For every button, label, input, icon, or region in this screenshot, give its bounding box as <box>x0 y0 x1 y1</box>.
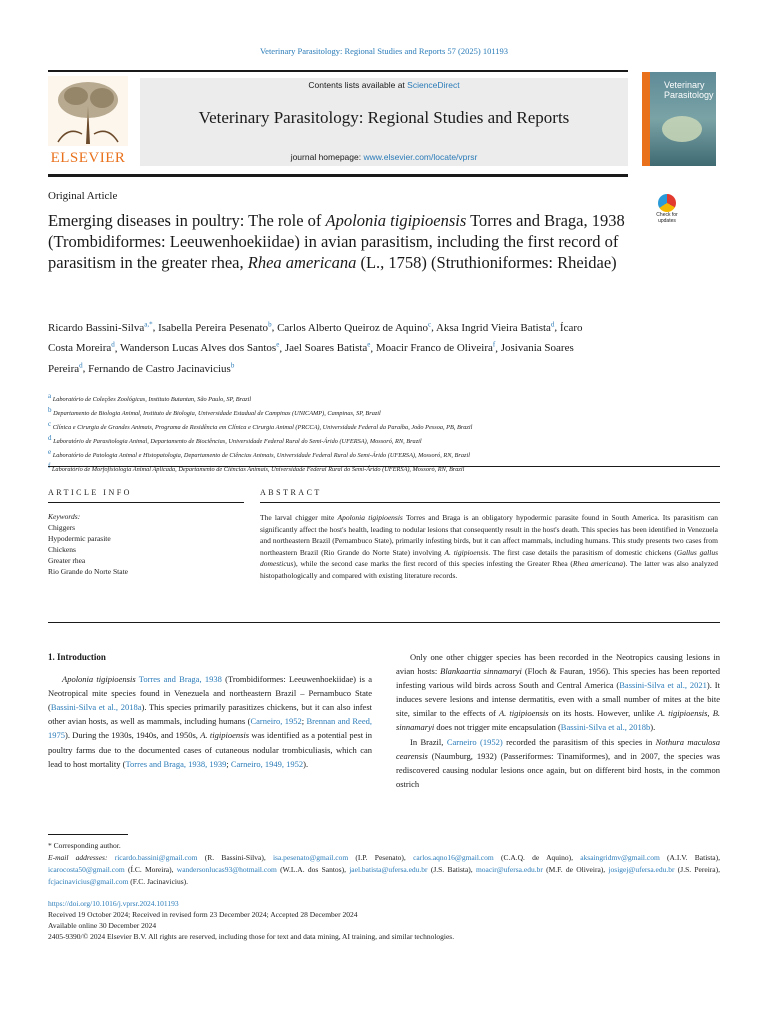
body-column-left <box>48 650 372 771</box>
doi-link[interactable]: https://doi.org/10.1016/j.vprsr.2024.101193 <box>48 899 179 908</box>
email-link[interactable]: aksaingridmv@gmail.com <box>580 853 660 862</box>
journal-cover-thumbnail[interactable] <box>642 72 716 166</box>
received-dates: Received 19 October 2024; Received in revised form 23 December 2024; Accepted 28 December 2024 <box>48 910 358 919</box>
crossmark-icon <box>658 194 676 212</box>
author[interactable]: Wanderson Lucas Alves dos Santos$^e$ <box>120 340 280 355</box>
affiliation: $^b$ Departamento de Biologia Animal, Instituto de Biologia, Universidade Estadual de Campinas (UNICAMP), Campinas, SP, Brazil <box>48 406 381 418</box>
sciencedirect-link[interactable]: ScienceDirect <box>407 80 460 90</box>
paragraph: In Brazil, Carneiro (1952) recorded the parasitism of this species in Nothura maculosa cearensis (Naumburg, 1932) (Passeriformes: Tinamiformes), and in 2007, the species was rediscovered causing nodular lesions once again, but on different bird hosts, in the common ostrich <box>396 736 720 789</box>
author[interactable]: Fernando de Castro Jacinavicius$^b$ <box>88 361 235 375</box>
email-link[interactable]: fcjacinavicius@gmail.com <box>48 877 129 886</box>
affiliations-divider <box>48 466 720 467</box>
article-metadata <box>48 898 720 942</box>
author[interactable]: Ícaro Costa Moreira$^d$ <box>48 321 583 355</box>
email-link[interactable]: ricardo.bassini@gmail.com <box>114 853 198 862</box>
citation-link[interactable]: Carneiro (1952) <box>446 736 503 747</box>
affiliation: $^e$ Laboratório de Patologia Animal e Histopatologia, Departamento de Ciências Animais, Universidade Federal Rural do Semi-Árido (UFERSA), Mossoró, RN, Brazil <box>48 448 470 460</box>
email-link[interactable]: josigej@ufersa.edu.br <box>608 865 675 874</box>
crossmark-badge[interactable] <box>650 194 684 226</box>
cover-image <box>662 116 702 142</box>
cover-title: Veterinary Parasitology <box>664 80 714 100</box>
citation-link[interactable]: Brennan and Reed, 1975 <box>48 716 372 741</box>
article-title: Emerging diseases in poultry: The role of Apolonia tigipioensis Torres and Braga, 1938 (Trombidiformes: Leeuwenhoekiidae) in avian parasitism, including the first record of parasitism in the greater rhea, Rhea americana (L., 1758) (Struthioniformes: Rheidae) <box>48 211 625 272</box>
homepage-line: journal homepage: www.elsevier.com/locate/vprsr <box>290 152 478 162</box>
homepage-link[interactable]: www.elsevier.com/locate/vprsr <box>363 152 478 162</box>
citation-link[interactable]: Torres and Braga, 1938 <box>138 674 222 685</box>
affiliation: Laboratório de Morfofisiologia Animal Aplicada, Departamento de Ciências Animais, Universidade Federal Rural do Semi-Árido (UFERSA), Mossoró, RN, Brazil <box>51 466 465 474</box>
cover-accent-bar <box>642 72 650 166</box>
paragraph: Only one other chigger species has been recorded in the Neotropics causing lesions in avian hosts: Blankaartia sinnamaryi (Floch & Fauran, 1956). This species has been reported infesting various wild birds across South and Central America (Bassini-Silva et al., 2021). It induces severe lesions and intense dermatitis, even with a small number of mites at the bite site, similar to the effects of A. tigipioensis on its hosts. However, unlike A. tigipioensis, B. sinnamaryi does not trigger mite encapsulation (Bassini-Silva et al., 2018b). <box>396 652 721 733</box>
keyword: Rio Grande do Norte State <box>48 567 128 576</box>
crossmark-label: Check for updates <box>656 212 678 224</box>
header-top-rule <box>48 70 628 72</box>
keywords-label: Keywords: <box>48 512 81 521</box>
author-list: Ricardo Bassini-Silva$^{a,*}$, Isabella Pereira Pesenato$^b$, Carlos Alberto Queiroz de Aquino$^c$, Aksa Ingrid Vieira Batista$^d$, Ícaro Costa Moreira$^d$, Wanderson Lucas Alves dos Santos$^e$, Jael Soares Batista$^e$, Moacir Franco de Oliveira$^f$, Josivania Soares Pereira$^d$, Fernando de Castro Jacinavicius$^b$ <box>48 320 583 375</box>
email-link[interactable]: jael.batista@ufersa.edu.br <box>349 865 428 874</box>
elsevier-tree-logo <box>48 76 128 146</box>
article-type: Original Article <box>48 190 118 202</box>
contents-line: Contents lists available at ScienceDirect <box>308 80 460 90</box>
body-column-right <box>396 650 720 791</box>
keyword: Chiggers <box>48 523 76 532</box>
footnote-divider <box>48 834 128 835</box>
email-link[interactable]: isa.pesenato@gmail.com <box>272 853 349 862</box>
copyright-notice: 2405-9390/© 2024 Elsevier B.V. All rights are reserved, including those for text and data mining, AI training, and similar technologies. <box>48 932 455 941</box>
article-info-rule <box>48 502 244 503</box>
email-link[interactable]: wandersonlucas93@hotmail.com <box>176 865 277 874</box>
citation-link[interactable]: Bassini-Silva et al., 2021 <box>619 680 707 691</box>
publisher-wordmark: ELSEVIER <box>50 150 126 166</box>
email-list: E-mail addresses: ricardo.bassini@gmail.com (R. Bassini-Silva), isa.pesenato@gmail.com (I.P. Pesenato), carlos.aqno16@gmail.com (C.A.Q. de Aquino), aksaingridmv@gmail.com (A.I.V. Batista), icarocosta50@gmail.com (Í.C. Moreira), wandersonlucas93@hotmail.com (W.L.A. dos Santos), jael.batista@ufersa.edu.br (J.S. Batista), moacir@ufersa.edu.br (M.F. de Oliveira), josigej@ufersa.edu.br (J.S. Pereira), fcjacinavicius@gmail.com (F.C. Jacinavicius). <box>48 853 720 886</box>
email-link[interactable]: moacir@ufersa.edu.br <box>475 865 543 874</box>
keyword: Greater rhea <box>48 556 86 565</box>
abstract-text: The larval chigger mite Apolonia tigipioensis Torres and Braga is an obligatory hypodermic parasite found in South America. Its parasitism can significantly affect the host's health, leading to nodular lesions that consequently result in the host's death. This species has been identified in Venezuela and northeastern Brazil (Pernambuco State), primarily infesting birds, but it can affect mammals, including humans. This study presents two cases from northeastern Brazil (Rio Grande do Norte State) involving A. tigipioensis. The first case details the parasitism of domestic chickens (Gallus gallus domesticus), while the second case marks the first record of this species infesting the Greater Rhea (Rhea americana). The latter was also analyzed histopathologically and compared with existing literature records. <box>260 513 718 580</box>
abstract-rule <box>260 502 720 503</box>
keywords-list <box>48 522 128 577</box>
header-bottom-rule <box>48 174 628 177</box>
journal-citation[interactable]: Veterinary Parasitology: Regional Studies and Reports 57 (2025) 101193 <box>259 46 509 56</box>
author[interactable]: Josivania Soares Pereira$^d$ <box>48 342 574 375</box>
citation-link[interactable]: Carneiro, 1949, 1952 <box>230 758 304 769</box>
email-link[interactable]: carlos.aqno16@gmail.com <box>413 853 494 862</box>
footnote <box>48 840 720 888</box>
author[interactable]: Carlos Alberto Queiroz de Aquino$^c$ <box>277 320 432 334</box>
corresponding-author-note: * Corresponding author. <box>48 841 121 850</box>
email-link[interactable]: icarocosta50@gmail.com <box>48 865 125 874</box>
abstract-bottom-rule <box>48 622 720 623</box>
citation-link[interactable]: Bassini-Silva et al., 2018a <box>50 702 142 713</box>
journal-title: Veterinary Parasitology: Regional Studies and Reports <box>198 108 570 127</box>
affiliation: $^a$ Laboratório de Coleções Zoológicas, Instituto Butantan, São Paulo, SP, Brazil <box>48 392 252 404</box>
keyword: Chickens <box>48 545 76 554</box>
affiliation-list <box>48 391 748 476</box>
article-info-heading: ARTICLE INFO <box>48 488 132 497</box>
abstract-heading: ABSTRACT <box>260 488 322 497</box>
citation-link[interactable]: Carneiro, 1952 <box>250 716 302 727</box>
keyword: Hypodermic parasite <box>48 534 111 543</box>
author[interactable]: Jael Soares Batista$^e$ <box>284 340 371 355</box>
affiliation: $^c$ Clínica e Cirurgia de Grandes Animais, Programa de Residência em Clínica e Cirurgia Animal (PRCCA), Universidade Federal da Paraíba, João Pessoa, PB, Brazil <box>48 420 473 432</box>
section-heading-introduction: 1. Introduction <box>48 652 106 662</box>
citation-link[interactable]: Torres and Braga, 1938, 1939 <box>125 758 227 769</box>
author[interactable]: Aksa Ingrid Vieira Batista$^d$ <box>436 320 555 334</box>
available-online: Available online 30 December 2024 <box>48 921 157 930</box>
author[interactable]: Moacir Franco de Oliveira$^f$ <box>375 340 496 355</box>
affiliation: $^d$ Laboratório de Parasitologia Animal, Departamento de Biociências, Universidade Federal Rural do Semi-Árido (UFERSA), Mossoró, RN, Brazil <box>48 434 422 446</box>
author[interactable]: Ricardo Bassini-Silva$^{a,*}$ <box>48 320 153 334</box>
author[interactable]: Isabella Pereira Pesenato$^b$ <box>158 320 272 334</box>
citation-link[interactable]: Bassini-Silva et al., 2018b <box>560 722 651 733</box>
paragraph: Apolonia tigipioensis Torres and Braga, 1938 (Trombidiformes: Leeuwenhoekiidae) is a Neotropical mite species found in Venezuela and northeastern Brazil – Pernambuco State (Bassini-Silva et al., 2018a). This species primarily parasitizes chickens, but it can also infest other avian hosts, as well as mammals, including humans (Carneiro, 1952; Brennan and Reed, 1975). During the 1930s, 1940s, and 1950s, A. tigipioensis was identified as a potential pest in poultry farms due to the documented cases of cutaneous nodular trombiculiasis, which can lead to host mortality (Torres and Braga, 1938, 1939; Carneiro, 1949, 1952). <box>48 674 372 769</box>
